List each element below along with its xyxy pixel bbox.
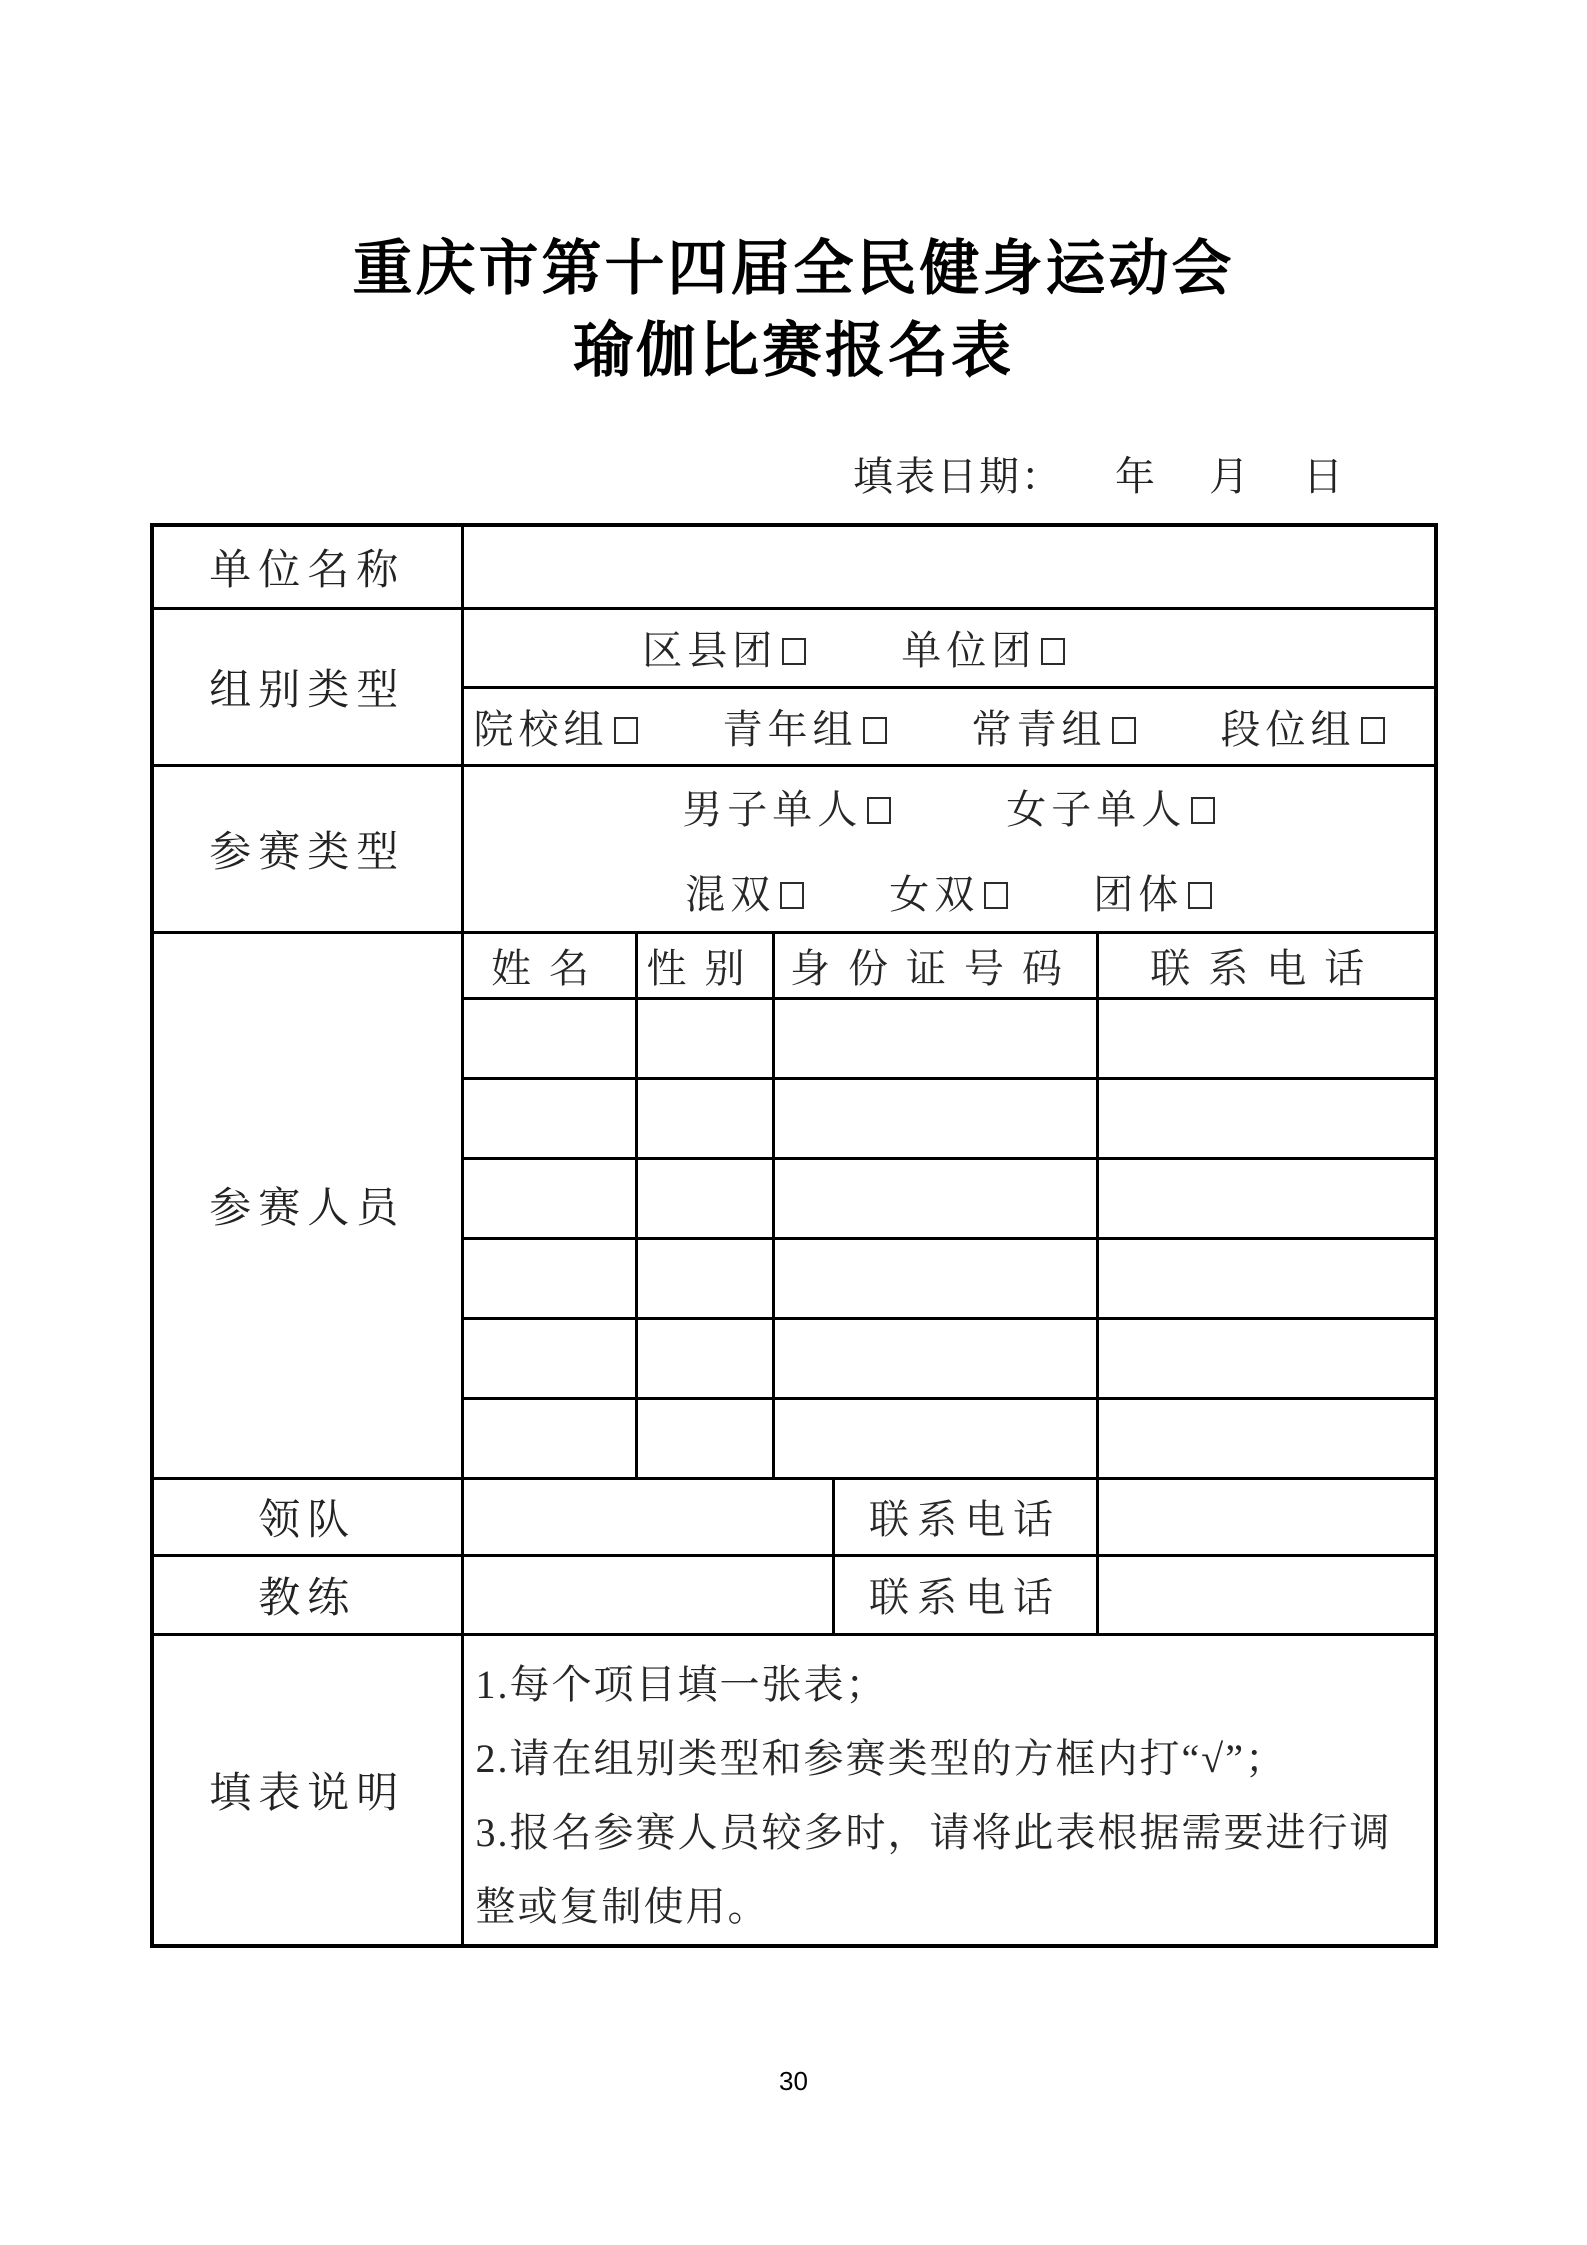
leader-name-blank-cell <box>462 1478 833 1555</box>
entry-type-options-line1 <box>464 778 1435 835</box>
participant-gender-cell <box>636 1158 773 1238</box>
fill-date-year: 年 <box>1115 455 1157 499</box>
checkbox-option <box>972 698 1136 755</box>
participants-label: 参赛人员 <box>152 932 462 1478</box>
table-row-group-type-1 <box>152 608 1436 687</box>
participant-gender-cell <box>636 998 773 1078</box>
entry-type-label: 参赛类型 <box>152 765 462 932</box>
participant-phone-cell <box>1097 1398 1436 1478</box>
checkbox-icon <box>984 882 1008 909</box>
checkbox-option <box>1006 778 1215 835</box>
fill-date-label: 填表日期： <box>853 455 1063 499</box>
participant-phone-cell <box>1097 998 1436 1078</box>
checkbox-icon <box>1191 797 1215 824</box>
checkbox-option <box>889 863 1008 920</box>
fill-date-day: 日 <box>1303 455 1345 499</box>
checkbox-option <box>474 698 638 755</box>
checkbox-icon <box>1112 717 1136 744</box>
fill-date-line <box>853 452 1345 502</box>
table-row-unit-name <box>152 525 1436 608</box>
coach-phone-label: 联系电话 <box>833 1555 1097 1634</box>
participant-gender-cell <box>636 1318 773 1398</box>
group-type-label: 组别类型 <box>152 608 462 765</box>
form-title-line2: 瑜伽比赛报名表 <box>573 318 1014 384</box>
table-row-coach <box>152 1555 1436 1634</box>
notes-line: 3.报名参赛人员较多时，请将此表根据需要进行调整或复制使用。 <box>475 1809 1392 1929</box>
fill-date-month: 月 <box>1209 455 1251 499</box>
group-type-options-line2 <box>462 687 1436 765</box>
checkbox-option-label: 青年组 <box>722 706 858 752</box>
participant-id-cell <box>773 1318 1097 1398</box>
checkbox-option <box>642 619 806 676</box>
checkbox-option <box>901 619 1065 676</box>
notes-label: 填表说明 <box>152 1634 462 1946</box>
form-title <box>0 236 1587 384</box>
coach-phone-blank-cell <box>1097 1555 1436 1634</box>
checkbox-icon <box>1188 882 1212 909</box>
table-row-leader <box>152 1478 1436 1555</box>
participant-phone-cell <box>1097 1318 1436 1398</box>
checkbox-option <box>723 698 887 755</box>
participant-name-cell <box>462 998 636 1078</box>
notes-content <box>462 1634 1436 1946</box>
checkbox-option-label: 常青组 <box>971 706 1107 752</box>
checkbox-icon <box>1041 638 1065 665</box>
participants-header-row <box>152 932 1436 998</box>
table-row-entry-type <box>152 765 1436 932</box>
participant-id-cell <box>773 1078 1097 1158</box>
participant-id-cell <box>773 1398 1097 1478</box>
participant-name-cell <box>462 1158 636 1238</box>
checkbox-option-label: 女子单人 <box>1006 786 1187 832</box>
entry-type-options-line2 <box>464 863 1435 920</box>
checkbox-icon <box>780 882 804 909</box>
leader-phone-blank-cell <box>1097 1478 1436 1555</box>
leader-phone-label: 联系电话 <box>833 1478 1097 1555</box>
participant-name-cell <box>462 1078 636 1158</box>
checkbox-option <box>1093 863 1212 920</box>
column-header-gender: 性别 <box>636 932 773 998</box>
unit-name-label: 单位名称 <box>152 525 462 608</box>
participant-phone-cell <box>1097 1078 1436 1158</box>
column-header-name: 姓名 <box>462 932 636 998</box>
column-header-id-number: 身份证号码 <box>773 932 1097 998</box>
group-type-options-line1 <box>462 608 1436 687</box>
checkbox-option-label: 区县团 <box>642 628 778 673</box>
coach-label: 教练 <box>152 1555 462 1634</box>
participant-gender-cell <box>636 1078 773 1158</box>
checkbox-option-label: 女双 <box>889 871 980 917</box>
notes-line: 2.请在组别类型和参赛类型的方框内打“√”； <box>475 1735 1287 1781</box>
checkbox-option <box>685 863 804 920</box>
checkbox-icon <box>863 717 887 744</box>
form-title-line1: 重庆市第十四届全民健身运动会 <box>352 236 1235 302</box>
table-row-notes <box>152 1634 1436 1946</box>
participant-id-cell <box>773 1238 1097 1318</box>
participant-gender-cell <box>636 1398 773 1478</box>
checkbox-option-label: 段位组 <box>1220 706 1356 752</box>
participant-phone-cell <box>1097 1238 1436 1318</box>
checkbox-icon <box>1361 717 1385 744</box>
participant-id-cell <box>773 1158 1097 1238</box>
participant-name-cell <box>462 1318 636 1398</box>
leader-label: 领队 <box>152 1478 462 1555</box>
participant-gender-cell <box>636 1238 773 1318</box>
checkbox-icon <box>614 717 638 744</box>
checkbox-option <box>1221 698 1385 755</box>
notes-line: 1.每个项目填一张表； <box>475 1661 888 1707</box>
checkbox-option-label: 男子单人 <box>682 786 863 832</box>
participant-name-cell <box>462 1238 636 1318</box>
checkbox-option-label: 单位团 <box>901 628 1037 673</box>
column-header-phone: 联系电话 <box>1097 932 1436 998</box>
participant-phone-cell <box>1097 1158 1436 1238</box>
unit-name-blank-cell <box>462 525 1436 608</box>
checkbox-option-label: 混双 <box>685 871 776 917</box>
checkbox-icon <box>867 797 891 824</box>
entry-type-options <box>462 765 1436 932</box>
checkbox-option-label: 团体 <box>1093 871 1184 917</box>
registration-table <box>150 523 1438 1948</box>
checkbox-option-label: 院校组 <box>473 706 609 752</box>
page-number: 30 <box>779 2066 808 2096</box>
coach-name-blank-cell <box>462 1555 833 1634</box>
checkbox-icon <box>782 638 806 665</box>
checkbox-option <box>682 778 891 835</box>
participant-name-cell <box>462 1398 636 1478</box>
participant-id-cell <box>773 998 1097 1078</box>
